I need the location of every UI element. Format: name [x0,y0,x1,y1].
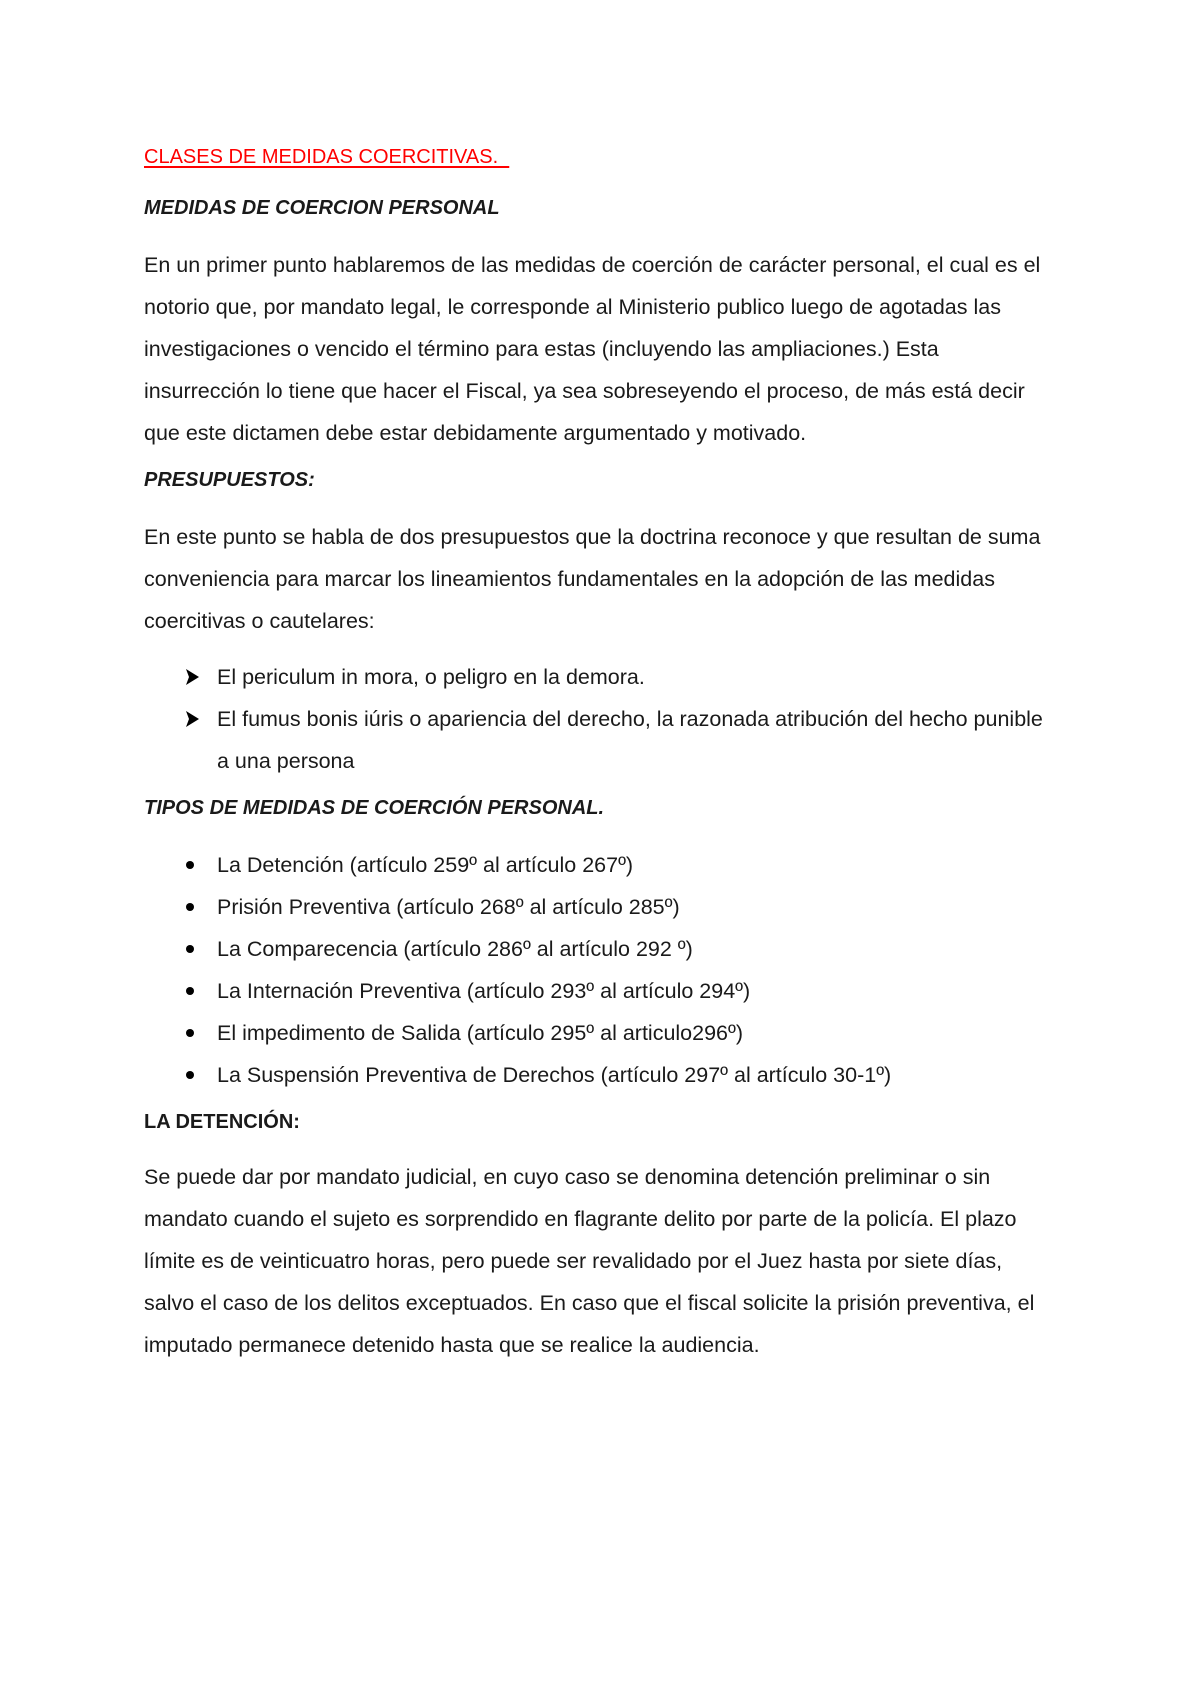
paragraph-detencion: Se puede dar por mandato judicial, en cuyo caso se denomina detención preliminar o sin mandato cuando el sujeto es sorprendido en flagrante delito por parte de la policía. El plazo límite es de veinticuatro horas, pero puede ser revalidado por el Juez hasta por siete días, salvo el caso de los delitos exceptuados. En caso que el fiscal solicite la prisión preventiva, el imputado permanece detenido hasta que se realice la audiencia. [144,1165,1035,1357]
list-item-text: El impedimento de Salida (artículo 295º al articulo296º) [217,1021,744,1045]
dot-bullet-icon [186,861,194,869]
section-heading-presupuestos: PRESUPUESTOS: [144,469,315,491]
document-title: CLASES DE MEDIDAS COERCITIVAS. [144,146,510,168]
dot-bullet-icon [186,903,194,911]
arrow-bullet-icon [182,656,202,698]
list-item-text: El fumus bonis iúris o apariencia del derecho, la razonada atribución del hecho punible a una persona [217,707,1043,773]
document-content [144,145,1044,1380]
dot-bullet-icon [186,945,194,953]
list-item [144,1054,1044,1096]
list-item-text: La Internación Preventiva (artículo 293º al artículo 294º) [217,979,751,1003]
tipos-list [144,844,1044,1096]
section-heading-tipos: TIPOS DE MEDIDAS DE COERCIÓN PERSONAL. [144,797,605,819]
dot-bullet-icon [186,1071,194,1079]
dot-bullet-icon [186,1029,194,1037]
list-item-text: Prisión Preventiva (artículo 268º al artículo 285º) [217,895,680,919]
paragraph-presupuestos: En este punto se habla de dos presupuestos que la doctrina reconoce y que resultan de suma conveniencia para marcar los lineamientos fundamentales en la adopción de las medidas coercitivas o cautelares: [144,525,1041,633]
list-item [144,656,1044,698]
list-item [144,1012,1044,1054]
paragraph-coercion-personal: En un primer punto hablaremos de las medidas de coerción de carácter personal, el cual es el notorio que, por mandato legal, le corresponde al Ministerio publico luego de agotadas las investigaciones o vencido el término para estas (incluyendo las ampliaciones.) Esta insurrección lo tiene que hacer el Fiscal, ya sea sobreseyendo el proceso, de más está decir que este dictamen debe estar debidamente argumentado y motivado. [144,253,1041,445]
list-item [144,970,1044,1012]
list-item-text: La Comparecencia (artículo 286º al artículo 292 º) [217,937,693,961]
list-item [144,886,1044,928]
list-item-text: El periculum in mora, o peligro en la demora. [217,665,645,689]
presupuestos-list [144,656,1044,782]
arrow-bullet-icon [182,698,202,740]
list-item-text: La Suspensión Preventiva de Derechos (artículo 297º al artículo 30-1º) [217,1063,892,1087]
list-item [144,844,1044,886]
list-item-text: La Detención (artículo 259º al artículo 267º) [217,853,634,877]
section-heading-detencion: LA DETENCIÓN: [144,1111,300,1133]
section-heading-coercion-personal: MEDIDAS DE COERCION PERSONAL [144,197,500,219]
dot-bullet-icon [186,987,194,995]
list-item [144,928,1044,970]
list-item [144,698,1044,782]
